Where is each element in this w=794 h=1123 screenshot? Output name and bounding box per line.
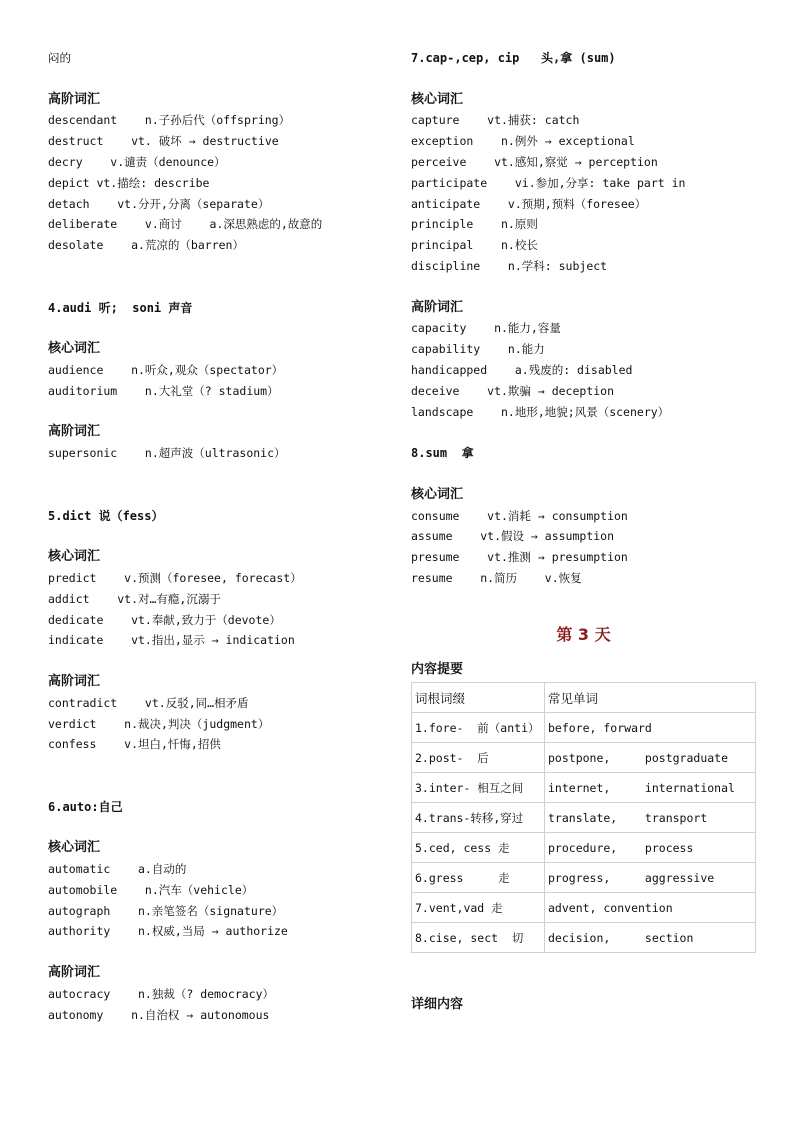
words-cell: translate, transport [545, 803, 756, 833]
high-level-list [48, 110, 388, 256]
table-row [412, 803, 756, 833]
core-heading: 核心词汇 [48, 549, 101, 565]
root-cell: 7.vent,vad 走 [412, 893, 545, 923]
section-title-8: 8.sum 拿 [411, 446, 474, 461]
root-cell: 3.inter- 相互之间 [412, 773, 545, 803]
day-title: 第 3 天 [556, 624, 611, 644]
word-entry: dedicate vt.奉献,致力于（devote） [48, 612, 281, 627]
root-cell: 4.trans-转移,穿过 [412, 803, 545, 833]
section-title-6: 6.auto:自己 [48, 799, 123, 814]
root-cell: 1.fore- 前（anti） [412, 713, 545, 743]
word-entry: participate vi.参加,分享: take part in [411, 175, 686, 190]
word-entry: perceive vt.感知,察觉 → perception [411, 154, 658, 169]
high-level-heading: 高阶词汇 [48, 673, 101, 689]
word-entry: confess v.坦白,忏悔,招供 [48, 737, 221, 752]
root-cell: 2.post- 后 [412, 743, 545, 773]
core-heading: 核心词汇 [411, 91, 464, 107]
word-entry: presume vt.推测 → presumption [411, 550, 628, 565]
word-entry: predict v.预测（foresee, forecast） [48, 570, 302, 585]
table-row [412, 713, 756, 743]
word-entry: verdict n.裁决,判决（judgment） [48, 716, 270, 731]
section-title-4: 4.audi 听; soni 声音 [48, 300, 193, 315]
word-entry: contradict vt.反驳,同…相矛盾 [48, 695, 249, 710]
right-column [411, 48, 756, 1016]
header-cell: 词根词缀 [412, 683, 545, 713]
word-entry: audience n.听众,观众（spectator） [48, 362, 284, 377]
word-entry: destruct vt. 破坏 → destructive [48, 134, 279, 149]
root-cell: 8.cise, sect 切 [412, 923, 545, 953]
words-cell: before, forward [545, 713, 756, 743]
section-title-7: 7.cap-,cep, cip 头,拿 (sum) [411, 51, 616, 65]
word-entry: autonomy n.自治权 → autonomous [48, 1007, 270, 1022]
summary-table [411, 682, 756, 953]
word-entry: deliberate v.商讨 a.深思熟虑的,故意的 [48, 217, 323, 232]
table-header-row [412, 683, 756, 713]
word-entry: decry v.谴责（denounce） [48, 154, 226, 169]
table-row [412, 923, 756, 953]
word-entry: consume vt.消耗 → consumption [411, 508, 628, 523]
word-entry: automobile n.汽车（vehicle） [48, 882, 254, 897]
word-entry: deceive vt.欺骗 → deception [411, 383, 615, 398]
word-entry: assume vt.假设 → assumption [411, 529, 615, 544]
detail-heading: 详细内容 [411, 996, 464, 1012]
word-entry: anticipate v.预期,预料（foresee） [411, 196, 647, 211]
table-row [412, 773, 756, 803]
table-row [412, 743, 756, 773]
word-entry: indicate vt.指出,显示 → indication [48, 633, 295, 648]
core-heading: 核心词汇 [411, 486, 464, 502]
word-entry: descendant n.子孙后代（offspring） [48, 113, 291, 128]
words-cell: internet, international [545, 773, 756, 803]
word-entry: auditorium n.大礼堂（? stadium） [48, 383, 279, 398]
word-entry: desolate a.荒凉的（barren） [48, 238, 244, 253]
word-entry: autograph n.亲笔签名（signature） [48, 903, 284, 918]
core-heading: 核心词汇 [48, 341, 101, 357]
word-entry: capture vt.捕获: catch [411, 113, 580, 128]
left-column [48, 48, 388, 1025]
words-cell: decision, section [545, 923, 756, 953]
word-entry: depict vt.描绘: describe [48, 175, 210, 190]
high-level-heading: 高阶词汇 [48, 91, 101, 107]
table-row [412, 833, 756, 863]
word-entry: autocracy n.独裁（? democracy） [48, 986, 275, 1001]
word-entry: supersonic n.超声波（ultrasonic） [48, 446, 286, 461]
word-entry: capacity n.能力,容量 [411, 321, 561, 336]
root-cell: 5.ced, cess 走 [412, 833, 545, 863]
word-entry: addict vt.对…有瘾,沉溺于 [48, 591, 221, 606]
word-entry: capability n.能力 [411, 342, 545, 357]
words-cell: progress, aggressive [545, 863, 756, 893]
words-cell: postpone, postgraduate [545, 743, 756, 773]
word-entry: authority n.权威,当局 → authorize [48, 924, 288, 939]
word-entry: landscape n.地形,地貌;风景（scenery） [411, 404, 670, 419]
words-cell: procedure, process [545, 833, 756, 863]
word-entry: principal n.校长 [411, 238, 538, 253]
word-entry: principle n.原则 [411, 217, 538, 232]
word-entry: detach vt.分开,分离（separate） [48, 196, 270, 211]
word-entry: automatic a.自动的 [48, 862, 187, 877]
header-cell: 常见单词 [545, 683, 756, 713]
core-heading: 核心词汇 [48, 840, 101, 856]
table-row [412, 893, 756, 923]
word-entry: handicapped a.残废的: disabled [411, 362, 633, 377]
high-level-heading: 高阶词汇 [48, 424, 101, 440]
root-cell: 6.gress 走 [412, 863, 545, 893]
word-entry: resume n.简历 v.恢复 [411, 570, 582, 585]
high-level-heading: 高阶词汇 [411, 299, 464, 315]
word-entry: exception n.例外 → exceptional [411, 134, 635, 149]
table-row [412, 863, 756, 893]
section-title-5: 5.dict 说（fess） [48, 508, 164, 523]
summary-heading: 内容提要 [411, 661, 464, 677]
high-level-heading: 高阶词汇 [48, 965, 101, 981]
top-line: 闷的 [48, 51, 71, 65]
word-entry: discipline n.学科: subject [411, 258, 608, 273]
words-cell: advent, convention [545, 893, 756, 923]
